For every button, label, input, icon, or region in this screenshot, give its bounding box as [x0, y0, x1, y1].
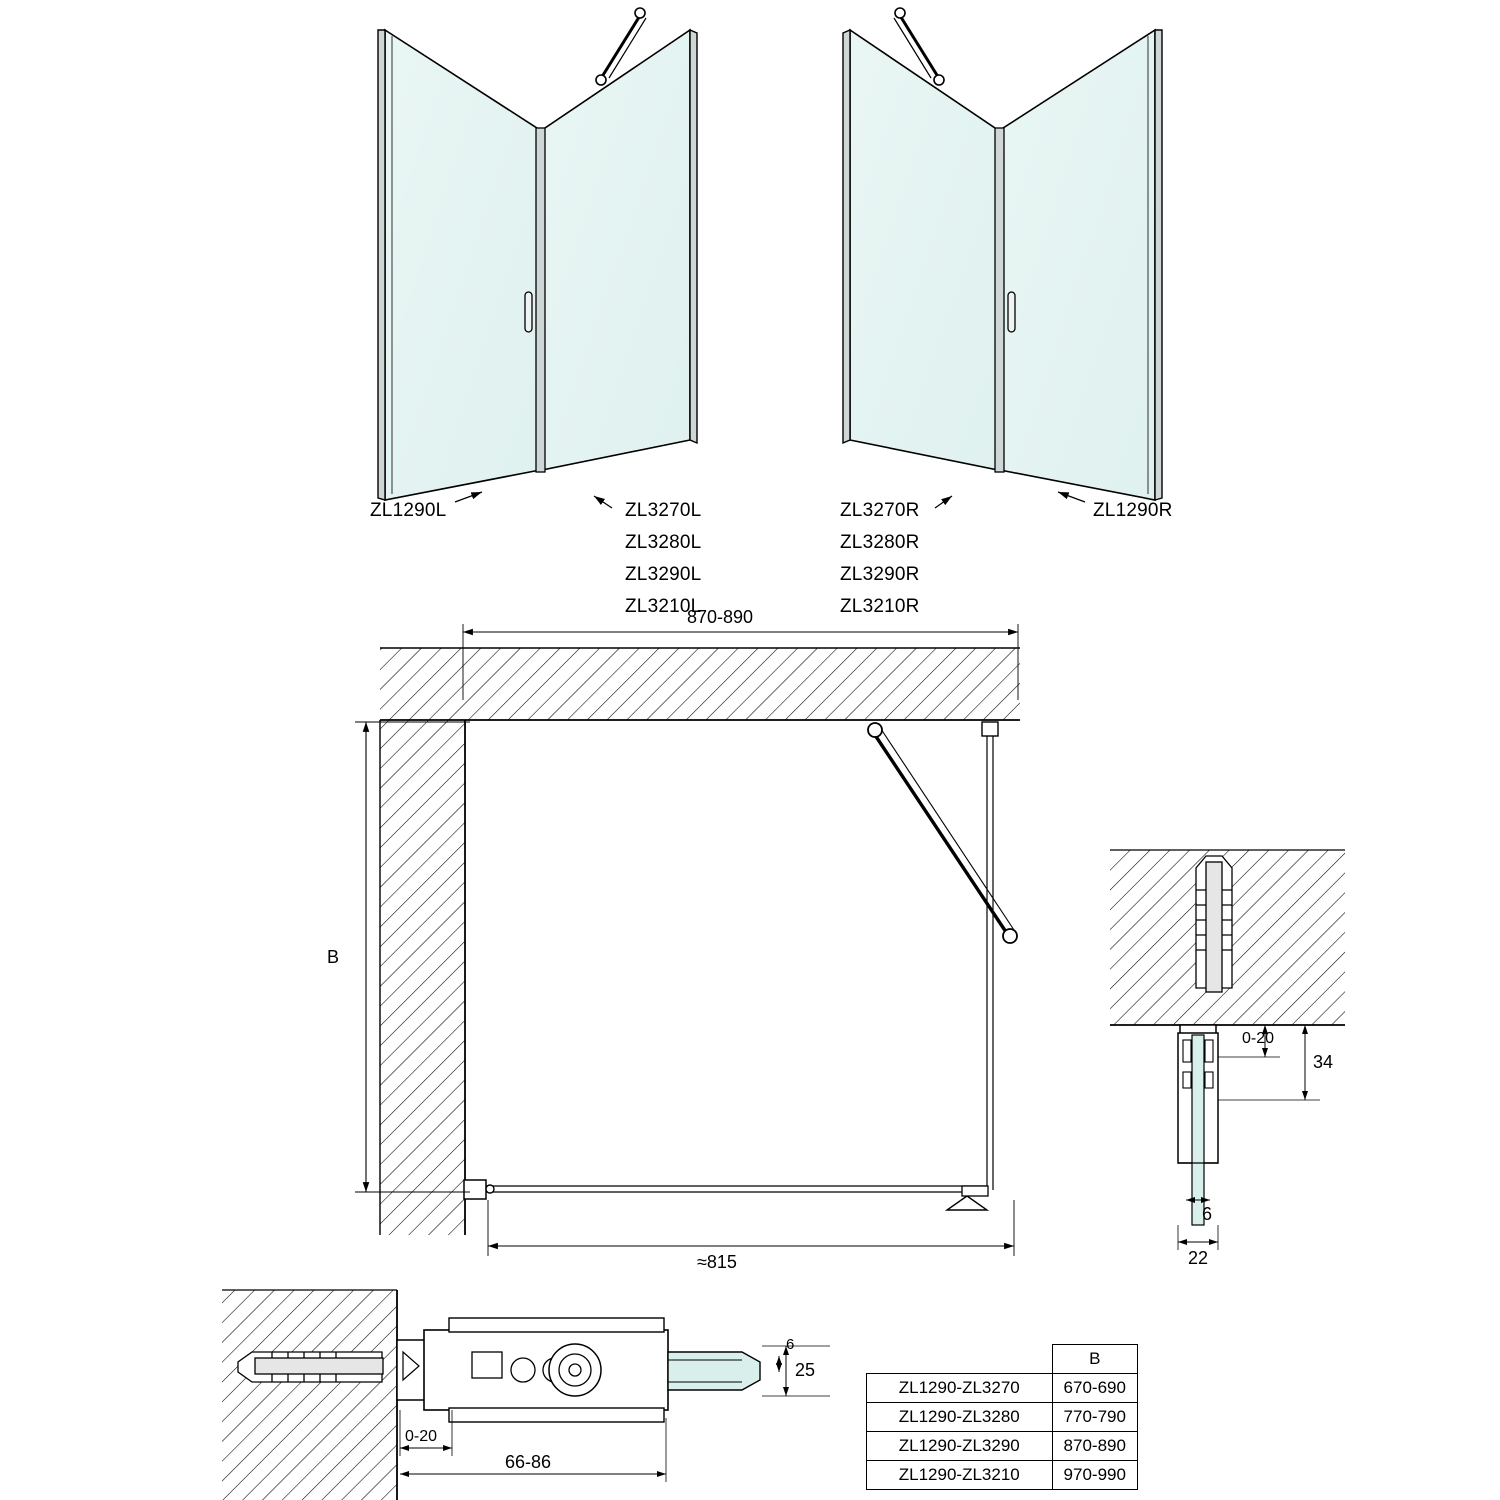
- profile-glass-dimension: 6: [1202, 1204, 1213, 1224]
- label-zl1290r: ZL1290R: [1093, 500, 1173, 521]
- table-cell-b: 970-990: [1052, 1461, 1138, 1490]
- table-header-blank: [867, 1345, 1053, 1374]
- table-header-row: [867, 1345, 1138, 1374]
- table-row: [867, 1461, 1138, 1490]
- table-cell-model: ZL1290-ZL3210: [867, 1461, 1053, 1490]
- table-cell-b: 670-690: [1052, 1374, 1138, 1403]
- label-zl3290r: ZL3290R: [840, 564, 920, 585]
- table-row: [867, 1403, 1138, 1432]
- table-header-b: B: [1052, 1345, 1138, 1374]
- label-zl3290l: ZL3290L: [625, 564, 702, 585]
- label-zl3280l: ZL3280L: [625, 532, 702, 553]
- profile-width-dimension: 22: [1188, 1248, 1209, 1268]
- label-zl3280r: ZL3280R: [840, 532, 920, 553]
- profile-height-dimension: 34: [1313, 1052, 1334, 1072]
- plan-bottom-dimension: ≈815: [697, 1252, 737, 1272]
- label-zl3210r: ZL3210R: [840, 596, 920, 617]
- spec-table: [866, 1344, 1138, 1490]
- label-zl1290l: ZL1290L: [370, 500, 447, 521]
- plan-vertical-dimension: B: [327, 947, 340, 967]
- table-cell-model: ZL1290-ZL3280: [867, 1403, 1053, 1432]
- table-cell-model: ZL1290-ZL3290: [867, 1432, 1053, 1461]
- plan-view: [355, 624, 1020, 1256]
- label-zl3270l: ZL3270L: [625, 500, 702, 521]
- wall-glass-dimension: 6: [786, 1336, 795, 1353]
- table-cell-b: 870-890: [1052, 1432, 1138, 1461]
- label-zl3270r: ZL3270R: [840, 500, 920, 521]
- plan-top-dimension: 870-890: [687, 607, 754, 627]
- table-row: [867, 1432, 1138, 1461]
- profile-adjust-dimension: 0-20: [1242, 1030, 1275, 1047]
- table-row: [867, 1374, 1138, 1403]
- table-cell-b: 770-790: [1052, 1403, 1138, 1432]
- wall-height-dimension: 25: [795, 1360, 816, 1380]
- iso-view-right: [843, 8, 1162, 508]
- table-cell-model: ZL1290-ZL3270: [867, 1374, 1053, 1403]
- wall-adjust-dimension: 0-20: [405, 1428, 438, 1445]
- label-zl3210l: ZL3210L: [625, 596, 702, 617]
- iso-view-left: [378, 8, 697, 508]
- wall-length-dimension: 66-86: [505, 1452, 552, 1472]
- profile-detail: [1110, 850, 1345, 1250]
